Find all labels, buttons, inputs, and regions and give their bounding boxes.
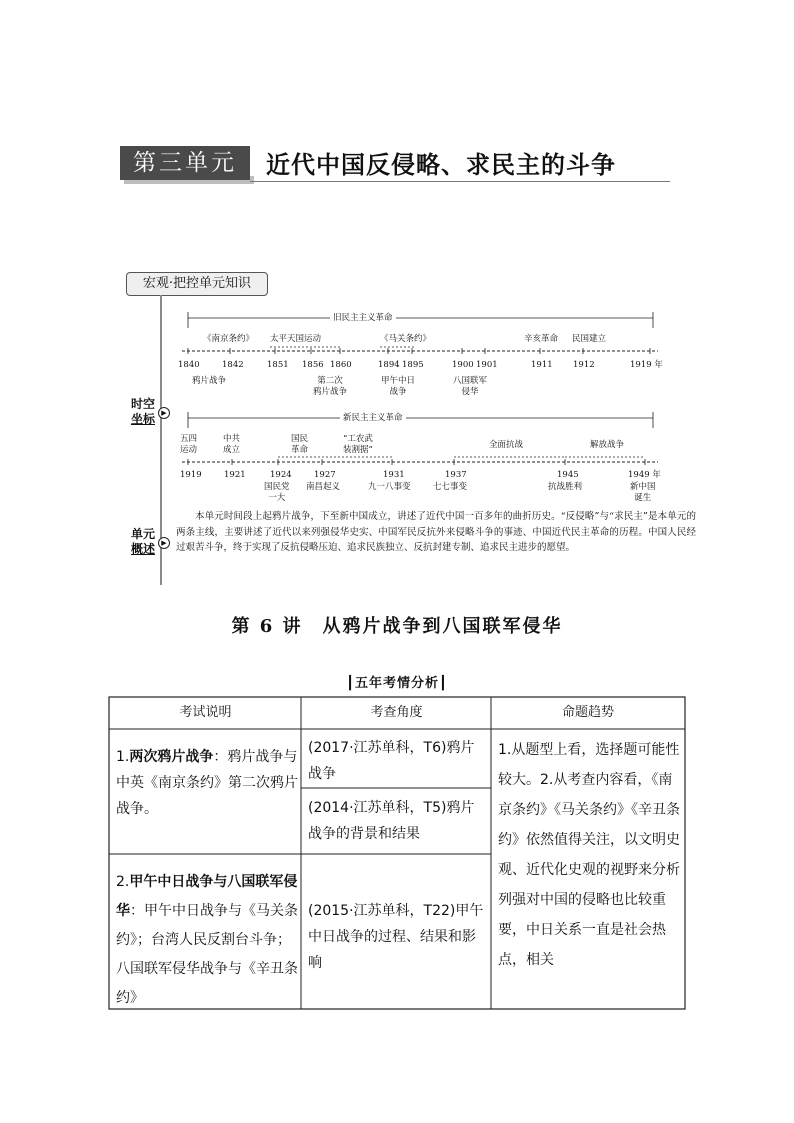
year: 1912 (573, 360, 595, 370)
unit-title: 近代中国反侵略、求民主的斗争 (266, 150, 616, 179)
event-marco-polo-bridge: 七七事变 (433, 482, 468, 492)
year: 1931 (383, 470, 405, 480)
year: 1900 (452, 360, 474, 370)
event-sino-japanese-war: 甲午中日 战争 (381, 376, 416, 397)
event-may-fourth: 五四 运动 (180, 434, 198, 455)
exam-desc-1: 1.两次鸦片战争：鸦片战争与中英《南京条约》第二次鸦片战争。 (116, 749, 298, 817)
side-label-timespace: 时空 坐标 (130, 397, 155, 426)
label-old-democratic-revolution: 旧民主主义革命 (330, 313, 396, 324)
unit-badge: 第三单元 (120, 146, 250, 180)
year: 1924 (270, 470, 292, 480)
arrow-right-icon: ▶ (158, 407, 170, 419)
year: 1945 (557, 470, 579, 480)
event-armed-separatism: “工农武 装割据” (343, 434, 373, 455)
year: 1840 (178, 360, 200, 370)
side-label-overview: 单元 概述 (130, 527, 155, 556)
event-full-war: 全面抗战 (489, 440, 524, 450)
year: 1860 (330, 360, 352, 370)
unit-title-rule (250, 181, 670, 182)
event-shimonoseki-treaty: 《马关条约》 (380, 334, 432, 344)
year: 1937 (445, 470, 467, 480)
angle-1: (2017·江苏单科，T6)鸦片战争 (308, 740, 475, 782)
year: 1911 (531, 360, 553, 370)
event-opium-war: 鸦片战争 (192, 376, 227, 386)
event-second-opium-war: 第二次 鸦片战争 (313, 376, 348, 397)
label-new-democratic-revolution: 新民主主义革命 (340, 413, 406, 424)
year: 1856 (302, 360, 324, 370)
table-header-exam: 考试说明 (179, 705, 232, 720)
event-taiping: 太平天国运动 (270, 334, 322, 344)
year: 1949 年 (628, 470, 661, 480)
event-national-revolution: 国民 革命 (291, 434, 309, 455)
year: 1894 (378, 360, 400, 370)
timeline-diagram (170, 300, 690, 510)
event-kmt-first-congress: 国民党 一大 (264, 482, 290, 503)
table-header-angle: 考查角度 (370, 705, 423, 720)
event-liberation-war: 解放战争 (590, 440, 625, 450)
event-cpc-founded: 中共 成立 (223, 434, 241, 455)
arrow-right-icon: ▶ (158, 537, 170, 549)
analysis-title: ┃五年考情分析┃ (346, 676, 448, 691)
year: 1921 (224, 470, 246, 480)
event-republic-founded: 民国建立 (572, 334, 607, 344)
year: 1901 (476, 360, 498, 370)
event-nanchang-uprising: 南昌起义 (306, 482, 341, 492)
event-eight-nation-alliance: 八国联军 侵华 (453, 376, 488, 397)
year: 1851 (267, 360, 289, 370)
lecture-title: 第 6 讲 从鸦片战争到八国联军侵华 (231, 616, 563, 637)
angle-2: (2014·江苏单科，T5)鸦片战争的背景和结果 (308, 800, 475, 842)
event-prc-founded: 新中国 诞生 (630, 482, 656, 503)
angle-3: (2015·江苏单科，T22)甲午中日战争的过程、结果和影响 (308, 903, 484, 971)
table-header-trend: 命题趋势 (561, 705, 614, 720)
section-tab: 宏观·把控单元知识 (126, 272, 268, 296)
year: 1919 年 (630, 360, 663, 370)
unit-summary: 本单元时间段上起鸦片战争，下至新中国成立，讲述了近代中国一百多年的曲折历史。“反侵略”与“求民主”是本单元的两条主线，主要讲述了近代以来列强侵华史实、中国军民反抗外来侵略斗争的事迹、中国近代民主革命的历程。中国人民经过艰苦斗争，终于实现了反抗侵略压迫、追求民族独立、反抗封建专制、追求民主进步的愿望。 (176, 511, 696, 553)
year: 1919 (180, 470, 202, 480)
trend-text: 1.从题型上看，选择题可能性较大。2.从考查内容看，《南京条约》《马关条约》《辛丑条约》依然值得关注，以文明史观、近代化史观的视野来分析列强对中国的侵略也比较重要，中日关系一直是社会热点，相关 (498, 742, 680, 968)
exam-desc-2: 2.甲午中日战争与八国联军侵华：甲午中日战争与《马关条约》；台湾人民反割台斗争；八国联军侵华战争与《辛丑条约》 (116, 874, 298, 1006)
year: 1927 (314, 470, 336, 480)
year: 1842 (222, 360, 244, 370)
year: 1895 (402, 360, 424, 370)
event-xinhai-revolution: 辛亥革命 (524, 334, 559, 344)
event-war-victory: 抗战胜利 (548, 482, 583, 492)
event-nanjing-treaty: 《南京条约》 (203, 334, 255, 344)
event-mukden-incident: 九一八事变 (368, 482, 411, 492)
